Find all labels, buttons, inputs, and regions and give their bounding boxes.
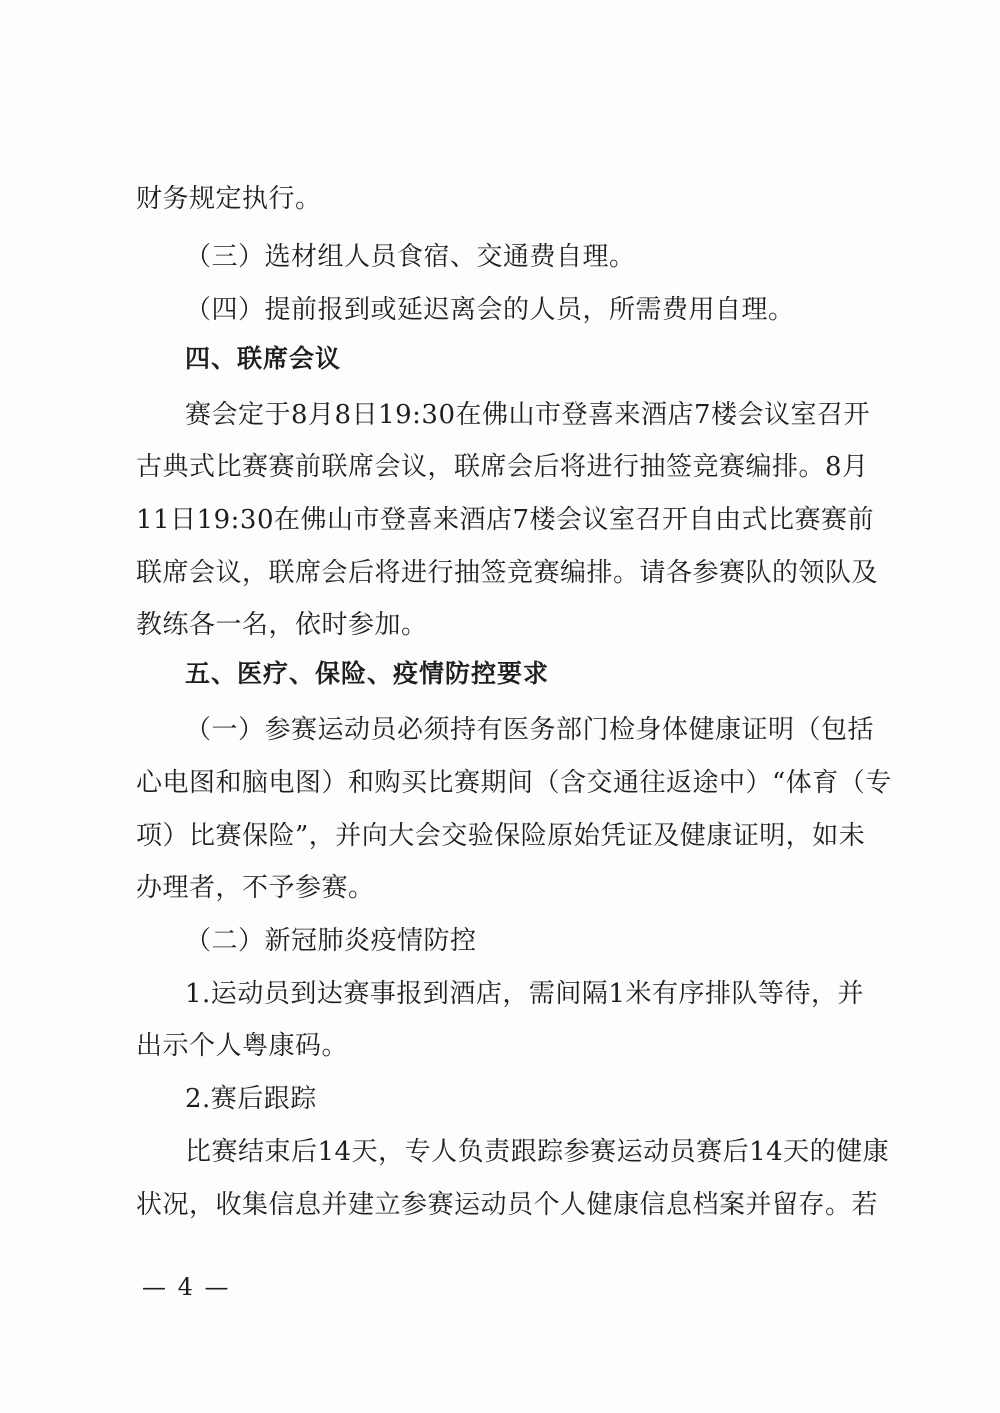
paragraph-line: 项）比赛保险”，并向大会交验保险原始凭证及健康证明，如未 <box>136 821 866 851</box>
text-line-continuation: 财务规定执行。 <box>136 184 322 214</box>
paragraph-line: 联席会议，联席会后将进行抽签竞赛编排。请各参赛队的领队及 <box>136 558 879 588</box>
section-heading-medical-insurance: 五、医疗、保险、疫情防控要求 <box>185 659 550 688</box>
subheading-covid-prevention: （二）新冠肺炎疫情防控 <box>185 926 477 956</box>
page-number: — 4 — <box>142 1273 231 1301</box>
item-three-line: （三）选材组人员食宿、交通费自理。 <box>185 242 636 272</box>
paragraph-line: （一）参赛运动员必须持有医务部门检身体健康证明（包括 <box>185 715 875 745</box>
paragraph-line: 赛会定于8月8日19:30在佛山市登喜来酒店7楼会议室召开 <box>185 400 871 430</box>
paragraph-line: 1.运动员到达赛事报到酒店，需间隔1米有序排队等待，并 <box>185 979 864 1009</box>
subheading-post-match-tracking: 2.赛后跟踪 <box>185 1084 317 1114</box>
paragraph-line: 古典式比赛赛前联席会议，联席会后将进行抽签竞赛编排。8月 <box>136 452 869 482</box>
paragraph-line: 办理者，不予参赛。 <box>136 873 375 903</box>
paragraph-line: 心电图和脑电图）和购买比赛期间（含交通往返途中）“体育（专 <box>136 768 892 798</box>
section-heading-joint-meeting: 四、联席会议 <box>185 344 342 373</box>
paragraph-line: 比赛结束后14天，专人负责跟踪参赛运动员赛后14天的健康 <box>185 1137 890 1167</box>
paragraph-line: 11日19:30在佛山市登喜来酒店7楼会议室召开自由式比赛赛前 <box>136 505 875 535</box>
paragraph-line: 出示个人粤康码。 <box>136 1031 349 1061</box>
paragraph-line: 状况，收集信息并建立参赛运动员个人健康信息档案并留存。若 <box>136 1190 879 1220</box>
item-four-line: （四）提前报到或延迟离会的人员，所需费用自理。 <box>185 295 795 325</box>
paragraph-line: 教练各一名，依时参加。 <box>136 610 428 640</box>
